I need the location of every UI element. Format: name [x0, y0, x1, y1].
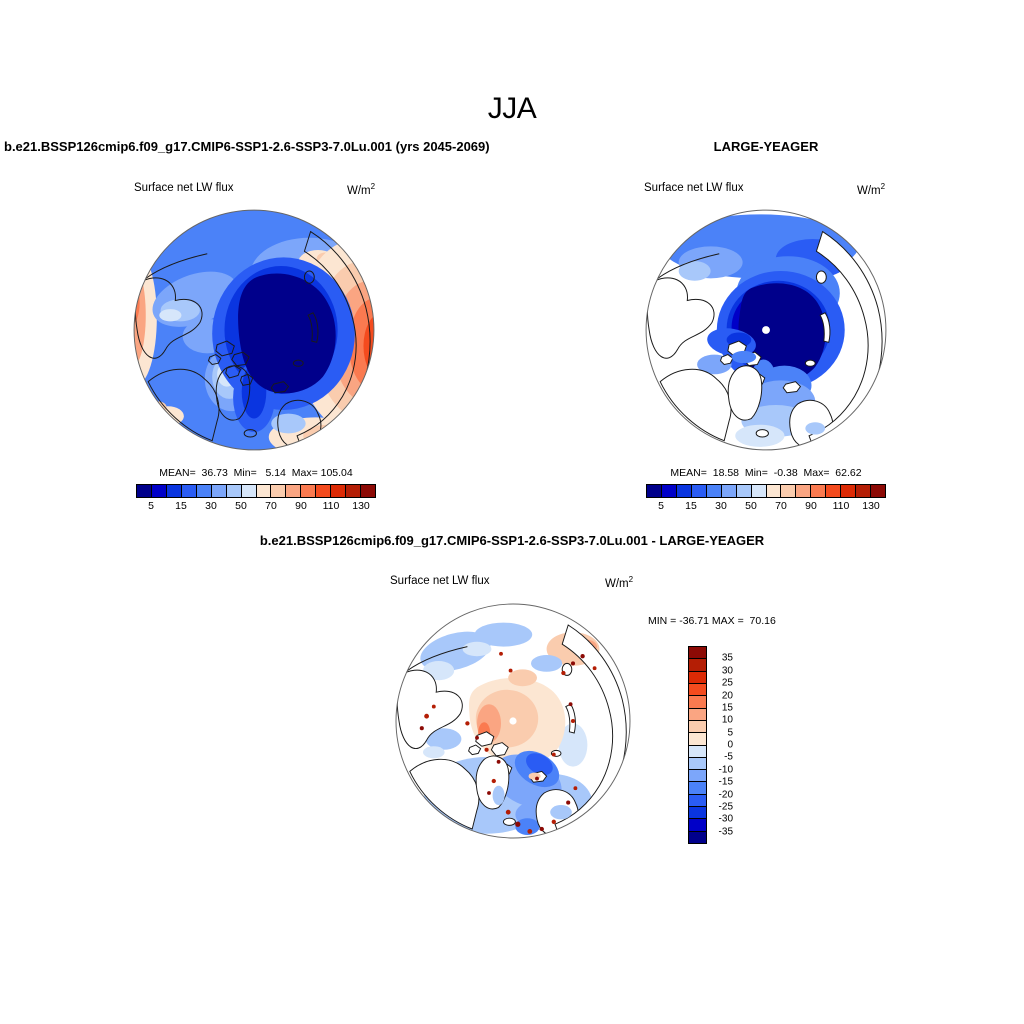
- colorbar-cell: [286, 485, 301, 497]
- diff-map-field: [393, 601, 633, 841]
- diff-colorbar: [688, 646, 733, 844]
- colorbar-tick-label: 30: [715, 500, 727, 512]
- colorbar-tick-label: 70: [775, 500, 787, 512]
- colorbar-cell: [871, 485, 885, 497]
- obs-pole-dot: [762, 326, 770, 334]
- colorbar-cell: [826, 485, 841, 497]
- colorbar-cell: [152, 485, 167, 497]
- colorbar-cell: [346, 485, 361, 497]
- colorbar-cell: [361, 485, 375, 497]
- diff-stats: MIN = -36.71 MAX = 70.16: [648, 615, 776, 627]
- obs-colorbar: [646, 484, 886, 514]
- colorbar-cell: [856, 485, 871, 497]
- model-map: [131, 207, 377, 453]
- colorbar-tick-label: 30: [721, 665, 733, 677]
- model-map-field: [131, 207, 377, 453]
- colorbar-cell: [212, 485, 227, 497]
- model-units-base: W/m: [347, 184, 371, 197]
- colorbar-tick-label: 5: [148, 500, 154, 512]
- colorbar-tick-label: 5: [658, 500, 664, 512]
- colorbar-cell: [707, 485, 722, 497]
- diff-colorbar-ticks: [688, 646, 748, 844]
- colorbar-tick-label: 20: [721, 690, 733, 701]
- colorbar-tick-label: 15: [175, 500, 187, 512]
- colorbar-tick-label: 30: [205, 500, 217, 512]
- colorbar-cell: [841, 485, 856, 497]
- colorbar-cell: [271, 485, 286, 497]
- colorbar-tick-label: 50: [745, 500, 757, 512]
- diff-units-base: W/m: [605, 577, 629, 590]
- colorbar-cell: [692, 485, 707, 497]
- colorbar-cell: [722, 485, 737, 497]
- colorbar-cell: [752, 485, 767, 497]
- colorbar-tick-label: 5: [727, 727, 733, 739]
- figure-title: JJA: [487, 92, 537, 125]
- colorbar-cell: [677, 485, 692, 497]
- model-units-label: [347, 182, 375, 197]
- colorbar-cell: [662, 485, 677, 497]
- colorbar-cell: [647, 485, 662, 497]
- diff-units-label: [605, 575, 633, 590]
- colorbar-cell: [301, 485, 316, 497]
- obs-colorbar-cells: [646, 484, 886, 498]
- model-colorbar: [136, 484, 376, 514]
- colorbar-cell: [242, 485, 257, 497]
- obs-stats: MEAN= 18.58 Min= -0.38 Max= 62.62: [670, 467, 862, 479]
- colorbar-cell: [227, 485, 242, 497]
- colorbar-tick-label: 35: [721, 652, 733, 664]
- colorbar-tick-label: 15: [721, 702, 733, 714]
- colorbar-tick-label: 25: [721, 677, 733, 689]
- obs-map-field: [643, 207, 889, 453]
- colorbar-tick-label: 110: [832, 500, 850, 512]
- obs-panel-title: LARGE-YEAGER: [713, 139, 819, 154]
- colorbar-cell: [767, 485, 782, 497]
- diff-map: [393, 601, 633, 841]
- colorbar-cell: [167, 485, 182, 497]
- colorbar-cell: [316, 485, 331, 497]
- colorbar-cell: [781, 485, 796, 497]
- colorbar-tick-label: 50: [235, 500, 247, 512]
- colorbar-tick-label: -5: [724, 751, 733, 763]
- colorbar-cell: [737, 485, 752, 497]
- colorbar-tick-label: 90: [295, 500, 307, 512]
- colorbar-cell: [182, 485, 197, 497]
- model-colorbar-cells: [136, 484, 376, 498]
- colorbar-tick-label: 130: [862, 500, 880, 512]
- colorbar-tick-label: 10: [721, 714, 733, 726]
- colorbar-tick-label: 90: [805, 500, 817, 512]
- colorbar-tick-label: -10: [718, 764, 733, 776]
- obs-field-label: Surface net LW flux: [644, 182, 744, 194]
- model-colorbar-ticks: [136, 500, 376, 514]
- colorbar-cell: [796, 485, 811, 497]
- colorbar-tick-label: -30: [718, 813, 733, 825]
- diff-units-exp: 2: [628, 575, 634, 584]
- obs-map: [643, 207, 889, 453]
- colorbar-tick-label: 15: [685, 500, 697, 512]
- colorbar-tick-label: -35: [718, 826, 733, 838]
- colorbar-cell: [137, 485, 152, 497]
- model-panel-title: b.e21.BSSP126cmip6.f09_g17.CMIP6-SSP1-2.6-SSP3-7.0Lu.001 (yrs 2045-2069): [4, 139, 490, 154]
- obs-units-label: [857, 182, 885, 197]
- obs-colorbar-ticks: [646, 500, 886, 514]
- colorbar-tick-label: -20: [718, 789, 733, 800]
- colorbar-tick-label: -25: [718, 801, 733, 813]
- colorbar-cell: [811, 485, 826, 497]
- colorbar-tick-label: 70: [265, 500, 277, 512]
- colorbar-cell: [257, 485, 272, 497]
- colorbar-cell: [331, 485, 346, 497]
- colorbar-tick-label: 0: [727, 739, 733, 751]
- colorbar-tick-label: 110: [322, 500, 340, 512]
- model-stats: MEAN= 36.73 Min= 5.14 Max= 105.04: [159, 467, 353, 479]
- model-field-label: Surface net LW flux: [134, 182, 234, 194]
- obs-units-base: W/m: [857, 184, 881, 197]
- model-units-exp: 2: [370, 182, 376, 191]
- colorbar-tick-label: -15: [718, 776, 733, 788]
- diff-panel-title: b.e21.BSSP126cmip6.f09_g17.CMIP6-SSP1-2.6-SSP3-7.0Lu.001 - LARGE-YEAGER: [259, 533, 765, 548]
- obs-units-exp: 2: [880, 182, 886, 191]
- diff-pole-dot: [509, 717, 516, 724]
- colorbar-cell: [197, 485, 212, 497]
- diff-field-label: Surface net LW flux: [390, 575, 490, 587]
- colorbar-tick-label: 130: [352, 500, 370, 512]
